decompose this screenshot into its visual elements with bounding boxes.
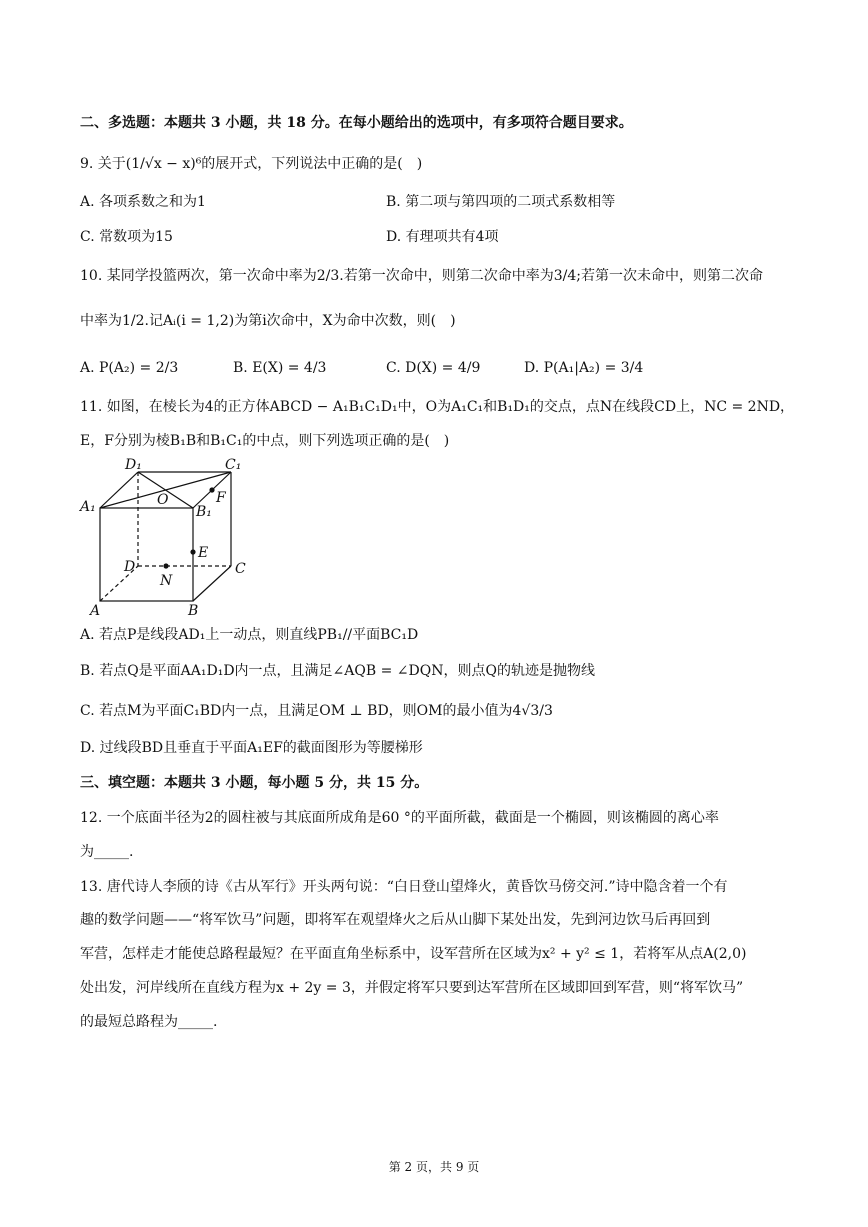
q11-stem-line1: 11. 如图，在棱长为4的正方体ABCD − A₁B₁C₁D₁中，O为A₁C₁和B₁D₁的交点，点N在线段CD上，NC = 2ND，: [80, 399, 795, 415]
q13-line3: 军营，怎样走才能使总路程最短？在平面直角坐标系中，设军营所在区域为x² + y² ≤ 1，若将军从点A(2,0): [80, 946, 747, 962]
q12-line2: 为_____.: [80, 844, 134, 860]
label-b: B: [188, 603, 199, 619]
q13-line1: 13. 唐代诗人李颀的诗《古从军行》开头两句说：“白日登山望烽火，黄昏饮马傍交河.”诗中隐含着一个有: [80, 879, 728, 895]
q11-option-a: A. 若点P是线段AD₁上一动点，则直线PB₁//平面BC₁D: [80, 627, 419, 643]
point-f: [209, 487, 214, 492]
label-a1: A₁: [80, 499, 96, 515]
page-footer: 第 2 页，共 9 页: [388, 1160, 480, 1174]
q13-line4: 处出发，河岸线所在直线方程为x + 2y = 3，并假定将军只要到达军营所在区域即回到军营，则“将军饮马”: [80, 980, 744, 996]
q11-option-b: B. 若点Q是平面AA₁D₁D内一点，且满足∠AQB = ∠DQN，则点Q的轨迹是抛物线: [80, 663, 595, 679]
q11-option-c: C. 若点M为平面C₁BD内一点，且满足OM ⊥ BD，则OM的最小值为4√3/3: [80, 703, 553, 719]
edge-b-c: [193, 566, 231, 601]
q10-option-c: C. D(X) = 4/9: [386, 360, 481, 376]
label-n: N: [160, 573, 173, 589]
q11-option-d: D. 过线段BD且垂直于平面A₁EF的截面图形为等腰梯形: [80, 740, 423, 756]
q11-stem-line2: E，F分别为棱B₁B和B₁C₁的中点，则下列选项正确的是( ): [80, 433, 450, 449]
label-d: D: [124, 559, 136, 575]
q10-option-a: A. P(A₂) = 2/3: [80, 360, 179, 376]
q9-option-b: B. 第二项与第四项的二项式系数相等: [386, 194, 616, 210]
q9-option-a: A. 各项系数之和为1: [80, 194, 206, 210]
section2-heading: 二、多选题：本题共 3 小题，共 18 分。在每小题给出的选项中，有多项符合题目要求。: [80, 115, 633, 131]
cube-figure: [78, 455, 253, 620]
label-c1: C₁: [225, 457, 242, 473]
point-e: [190, 549, 195, 554]
q10-option-b: B. E(X) = 4/3: [233, 360, 327, 376]
label-d1: D₁: [125, 457, 142, 473]
q10-option-d: D. P(A₁|A₂) = 3/4: [524, 360, 644, 376]
q10-stem-line2: 中率为1/2.记Aᵢ(i = 1,2)为第i次命中，X为命中次数，则( ): [80, 313, 456, 329]
label-b1: B₁: [196, 504, 212, 520]
point-n: [163, 563, 168, 568]
label-o: O: [157, 492, 169, 508]
q13-line5: 的最短总路程为_____.: [80, 1014, 218, 1030]
q9-option-d: D. 有理项共有4项: [386, 229, 499, 245]
label-c: C: [235, 561, 246, 577]
q9-option-c: C. 常数项为15: [80, 229, 173, 245]
label-f: F: [216, 490, 226, 506]
label-a: A: [90, 603, 101, 619]
q9-stem: 9. 关于(1/√x − x)⁶的展开式，下列说法中正确的是( ): [80, 156, 423, 172]
label-e: E: [198, 545, 209, 561]
cube-front-face: [100, 508, 193, 601]
q13-line2: 趣的数学问题——“将军饮马”问题，即将军在观望烽火之后从山脚下某处出发，先到河边饮马后再回到: [80, 912, 711, 928]
section3-heading: 三、填空题：本题共 3 小题，每小题 5 分，共 15 分。: [80, 775, 429, 791]
q12-line1: 12. 一个底面半径为2的圆柱被与其底面所成角是60 °的平面所截，截面是一个椭圆，则该椭圆的离心率: [80, 810, 719, 826]
q10-stem-line1: 10. 某同学投篮两次，第一次命中率为2/3.若第一次命中，则第二次命中率为3/4;若第一次未命中，则第二次命: [80, 268, 763, 284]
